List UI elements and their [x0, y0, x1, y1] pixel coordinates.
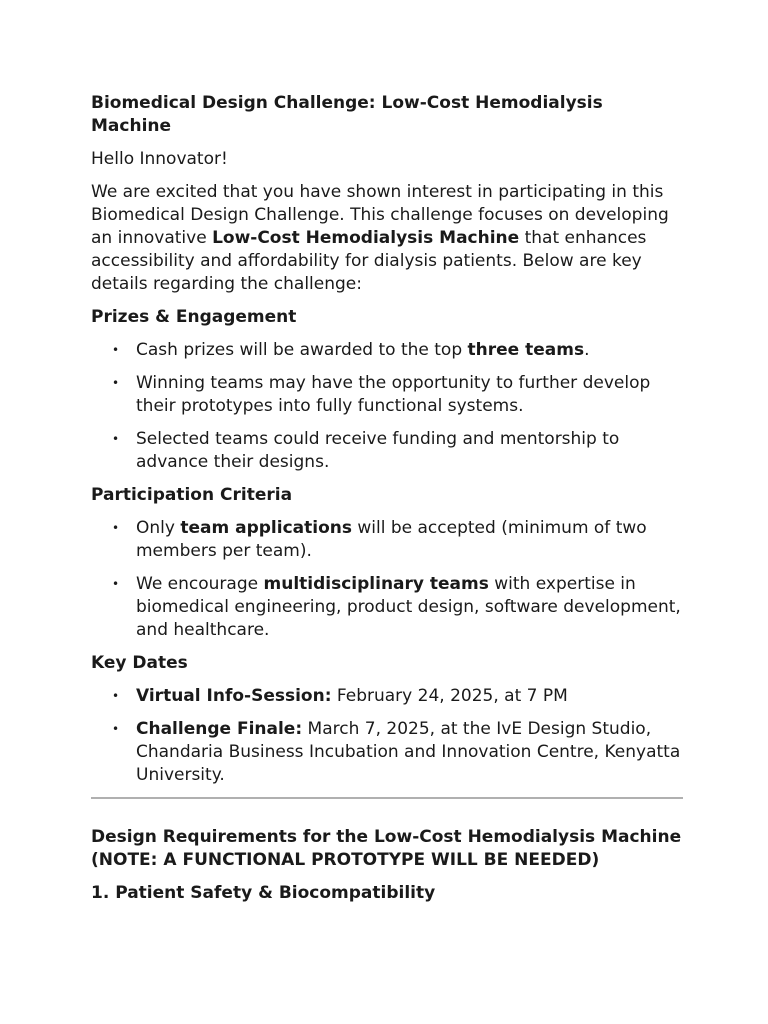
bullet-icon: • — [112, 722, 120, 736]
list-item-text: March 7, 2025, at the IvE Design Studio, Chandaria Business Incubation and Innovation Centre, Kenyatta University. — [136, 719, 681, 785]
list-item-bold: three teams — [467, 340, 585, 360]
list-item-text: We encourage — [136, 574, 264, 594]
prizes-list — [91, 339, 683, 474]
list-item — [91, 517, 683, 563]
list-item-bold: Challenge Finale: — [136, 719, 303, 739]
bullet-icon: • — [112, 432, 120, 446]
intro-paragraph — [91, 181, 683, 296]
list-item-text: Cash prizes will be awarded to the top — [136, 340, 468, 360]
requirements-subheading: 1. Patient Safety & Biocompatibility — [91, 883, 436, 903]
list-item-bold: multidisciplinary teams — [263, 574, 489, 594]
list-item-text: February 24, 2025, at 7 PM — [331, 686, 568, 706]
list-item-bold: Virtual Info-Session: — [136, 686, 332, 706]
list-item — [91, 339, 683, 362]
intro-text-1: We are excited that you have shown interest in participating in this Biomedical Design Challenge. This challenge focuses on developing an innovative — [91, 182, 669, 248]
bullet-icon: • — [112, 521, 120, 535]
list-item — [91, 718, 683, 787]
intro-text-2: that enhances accessibility and affordability for dialysis patients. Below are key details regarding the challenge: — [91, 228, 647, 294]
list-item — [91, 685, 683, 708]
prizes-heading: Prizes & Engagement — [91, 307, 297, 327]
bullet-icon: • — [112, 689, 120, 703]
list-item-text: with expertise in biomedical engineering, product design, software development, and healthcare. — [136, 574, 681, 640]
criteria-heading: Participation Criteria — [91, 485, 293, 505]
list-item-text: Selected teams could receive funding and mentorship to advance their designs. — [136, 429, 620, 472]
list-item — [91, 428, 683, 474]
list-item-text: Only — [136, 518, 181, 538]
dates-list — [91, 685, 683, 787]
dates-heading: Key Dates — [91, 653, 188, 673]
bullet-icon: • — [112, 376, 120, 390]
bullet-icon: • — [112, 343, 120, 357]
list-item — [91, 573, 683, 642]
list-item-text: . — [584, 340, 590, 360]
criteria-list — [91, 517, 683, 642]
requirements-heading: Design Requirements for the Low-Cost Hemodialysis Machine (NOTE: A FUNCTIONAL PROTOTYPE WILL BE NEEDED) — [91, 827, 682, 870]
bullet-icon: • — [112, 577, 120, 591]
document-title: Biomedical Design Challenge: Low-Cost Hemodialysis Machine — [91, 93, 603, 136]
list-item-text: will be accepted (minimum of two members per team). — [136, 518, 647, 561]
list-item — [91, 372, 683, 418]
section-divider — [91, 797, 683, 799]
greeting: Hello Innovator! — [91, 149, 228, 169]
intro-bold: Low-Cost Hemodialysis Machine — [212, 228, 520, 248]
document-body — [91, 92, 683, 915]
list-item-text: Winning teams may have the opportunity to further develop their prototypes into fully functional systems. — [136, 373, 651, 416]
list-item-bold: team applications — [180, 518, 352, 538]
